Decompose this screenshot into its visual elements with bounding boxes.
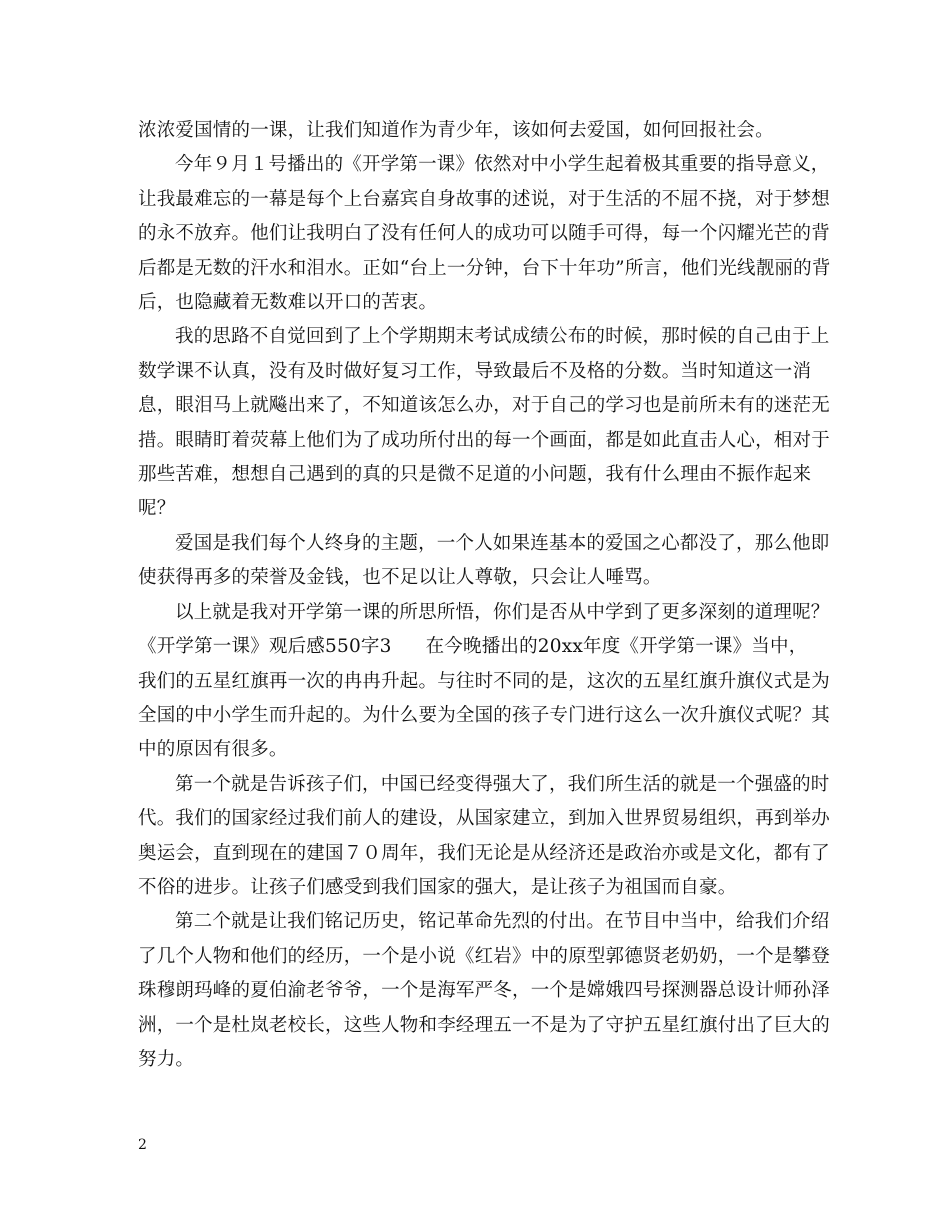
document-body bbox=[138, 114, 838, 1077]
paragraph-personal-reflection: 我的思路不自觉回到了上个学期期末考试成绩公布的时候，那时候的自己由于上数学课不认真，没有及时做好复习工作，导致最后不及格的分数。当时知道这一消息，眼泪马上就飚出来了，不知道该怎么办，对于自己的学习也是前所未有的迷茫无措。眼睛盯着荧幕上他们为了成功所付出的每一个画面，都是如此直击人心，相对于那些苦难，想想自己遇到的真的只是微不足道的小问题，我有什么理由不振作起来呢？ bbox=[138, 326, 830, 520]
paragraph-flag-raising: 我们的五星红旗再一次的冉冉升起。与往时不同的是，这次的五星红旗升旗仪式是为全国的中小学生而升起的。为什么要为全国的孩子专门进行这么一次升旗仪式呢？其中的原因有很多。 bbox=[138, 670, 830, 761]
page-number: 2 bbox=[138, 1137, 147, 1153]
essay-title: 《开学第一课》观后感550字3 bbox=[138, 636, 392, 658]
paragraph-first-reason: 第一个就是告诉孩子们，中国已经变得强大了，我们所生活的就是一个强盛的时代。我们的国家经过我们前人的建设，从国家建立，到加入世界贸易组织，再到举办奥运会，直到现在的建国７０周年，我们无论是从经济还是政治亦或是文化，都有了不俗的进步。让孩子们感受到我们国家的强大，是让孩子为祖国而自豪。 bbox=[138, 773, 830, 898]
paragraph-patriotism-theme: 爱国是我们每个人终身的主题，一个人如果连基本的爱国之心都没了，那么他即使获得再多的荣誉及金钱，也不足以让人尊敬，只会让人唾骂。 bbox=[138, 532, 830, 589]
paragraph-continuation: 浓浓爱国情的一课，让我们知道作为青少年，该如何去爱国，如何回报社会。 bbox=[138, 120, 774, 141]
paragraph-second-reason: 第二个就是让我们铭记历史，铭记革命先烈的付出。在节目中当中，给我们介绍了几个人物和他们的经历，一个是小说《红岩》中的原型郭德贤老奶奶，一个是攀登珠穆朗玛峰的夏伯渝老爷爷，一个是海军严冬，一个是嫦娥四号探测器总设计师孙泽洲，一个是杜岚老校长，这些人物和李经理五一不是为了守护五星红旗付出了巨大的努力。 bbox=[138, 911, 830, 1070]
essay-heading-line bbox=[138, 630, 838, 664]
paragraph-opening-lesson-broadcast: 今年９月１号播出的《开学第一课》依然对中小学生起着极其重要的指导意义，让我最难忘的一幕是每个上台嘉宾自身故事的述说，对于生活的不屈不挠，对于梦想的永不放弃。他们让我明白了没有任何人的成功可以随手可得，每一个闪耀光芒的背后都是无数的汗水和泪水。正如“台上一分钟，台下十年功”所言，他们光线靓丽的背后，也隐藏着无数难以开口的苦衷。 bbox=[138, 154, 831, 314]
essay-lead-text: 在今晚播出的20xx年度《开学第一课》当中， bbox=[425, 636, 808, 658]
paragraph-summary: 以上就是我对开学第一课的所思所悟，你们是否从中学到了更多深刻的道理呢？ bbox=[175, 601, 830, 623]
